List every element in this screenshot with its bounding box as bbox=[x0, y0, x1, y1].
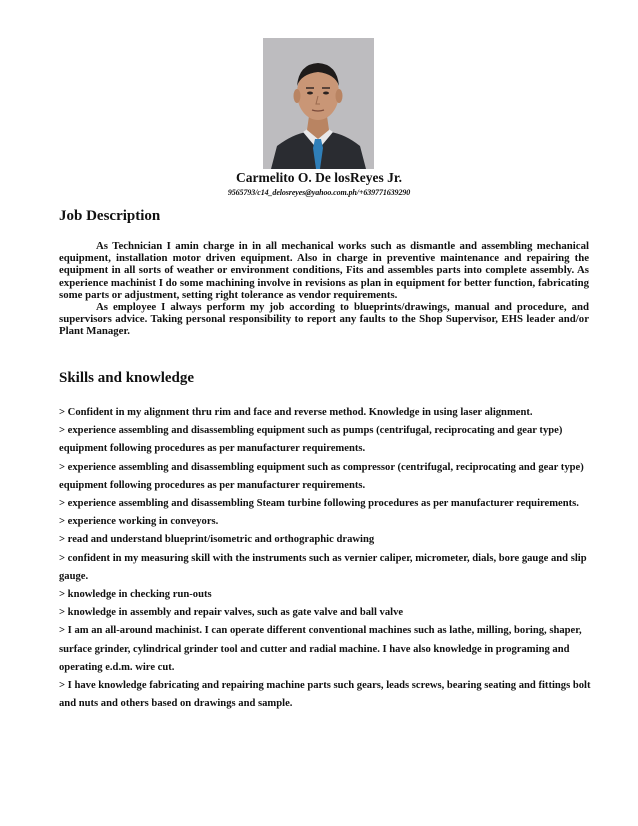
skill-item: > I have knowledge fabricating and repairing machine parts such gears, leads screws, bearing seating and fittings bolt and nuts and others based on drawings and sample. bbox=[59, 680, 591, 710]
job-description-heading: Job Description bbox=[59, 208, 161, 224]
skill-item: > Confident in my alignment thru rim and face and reverse method. Knowledge in using laser alignment. bbox=[59, 407, 533, 418]
skills-list bbox=[59, 404, 591, 713]
skill-item: > experience assembling and disassembling Steam turbine following procedures as per manufacturer requirements. bbox=[59, 498, 579, 510]
skill-item: > experience assembling and disassembling equipment such as compressor (centrifugal, reciprocating and gear type) equipment following procedures as per manufacturer requirements. bbox=[59, 461, 584, 491]
person-photo-icon bbox=[263, 38, 374, 169]
skill-item: > knowledge in checking run-outs bbox=[59, 589, 212, 601]
profile-photo bbox=[263, 38, 374, 169]
skill-item: > confident in my measuring skill with the instruments such as vernier caliper, micrometer, dials, bore gauge and slip gauge. bbox=[59, 552, 587, 582]
skill-item: > experience assembling and disassembling equipment such as pumps (centrifugal, reciprocating and gear type) equipment following procedures as per manufacturer requirements. bbox=[59, 425, 563, 455]
skill-item: > experience working in conveyors. bbox=[59, 516, 219, 528]
skill-item: > knowledge in assembly and repair valves, such as gate valve and ball valve bbox=[59, 607, 404, 619]
job-paragraph: As employee I always perform my job according to blueprints/drawings, manual and procedure, and supervisors advice. Taking personal responsibility to report any faults to the Shop Supervisor, EHS leader and/or Plant Manager. bbox=[59, 301, 589, 338]
job-description-body bbox=[59, 240, 589, 338]
skill-item: > read and understand blueprint/isometric and orthographic drawing bbox=[59, 534, 375, 546]
job-paragraph: As Technician I amin charge in in all mechanical works such as dismantle and assembling mechanical equipment, installation motor driven equipment. Also in charge in preventive maintenance and repairing the equipment in all sorts of weather or environment conditions, Fits and assembles parts into complete assembly. As experience machinist I do some machining involve in revisions as plan in equipment for better function, fabricating some parts or adjustment, setting right tolerance as vendor requirements. bbox=[59, 240, 589, 301]
contact-info: 9565793/c14_delosreyes@yahoo.com.ph/+639771639290 bbox=[227, 188, 411, 197]
candidate-name: Carmelito O. De losReyes Jr. bbox=[236, 170, 402, 185]
skills-heading: Skills and knowledge bbox=[59, 370, 195, 386]
skill-item: > I am an all-around machinist. I can operate different conventional machines such as lathe, milling, boring, shaper, surface grinder, cylindrical grinder tool and cutter and radial machine. I have also knowledge in programing and operating e.d.m. wire cut. bbox=[59, 625, 582, 673]
